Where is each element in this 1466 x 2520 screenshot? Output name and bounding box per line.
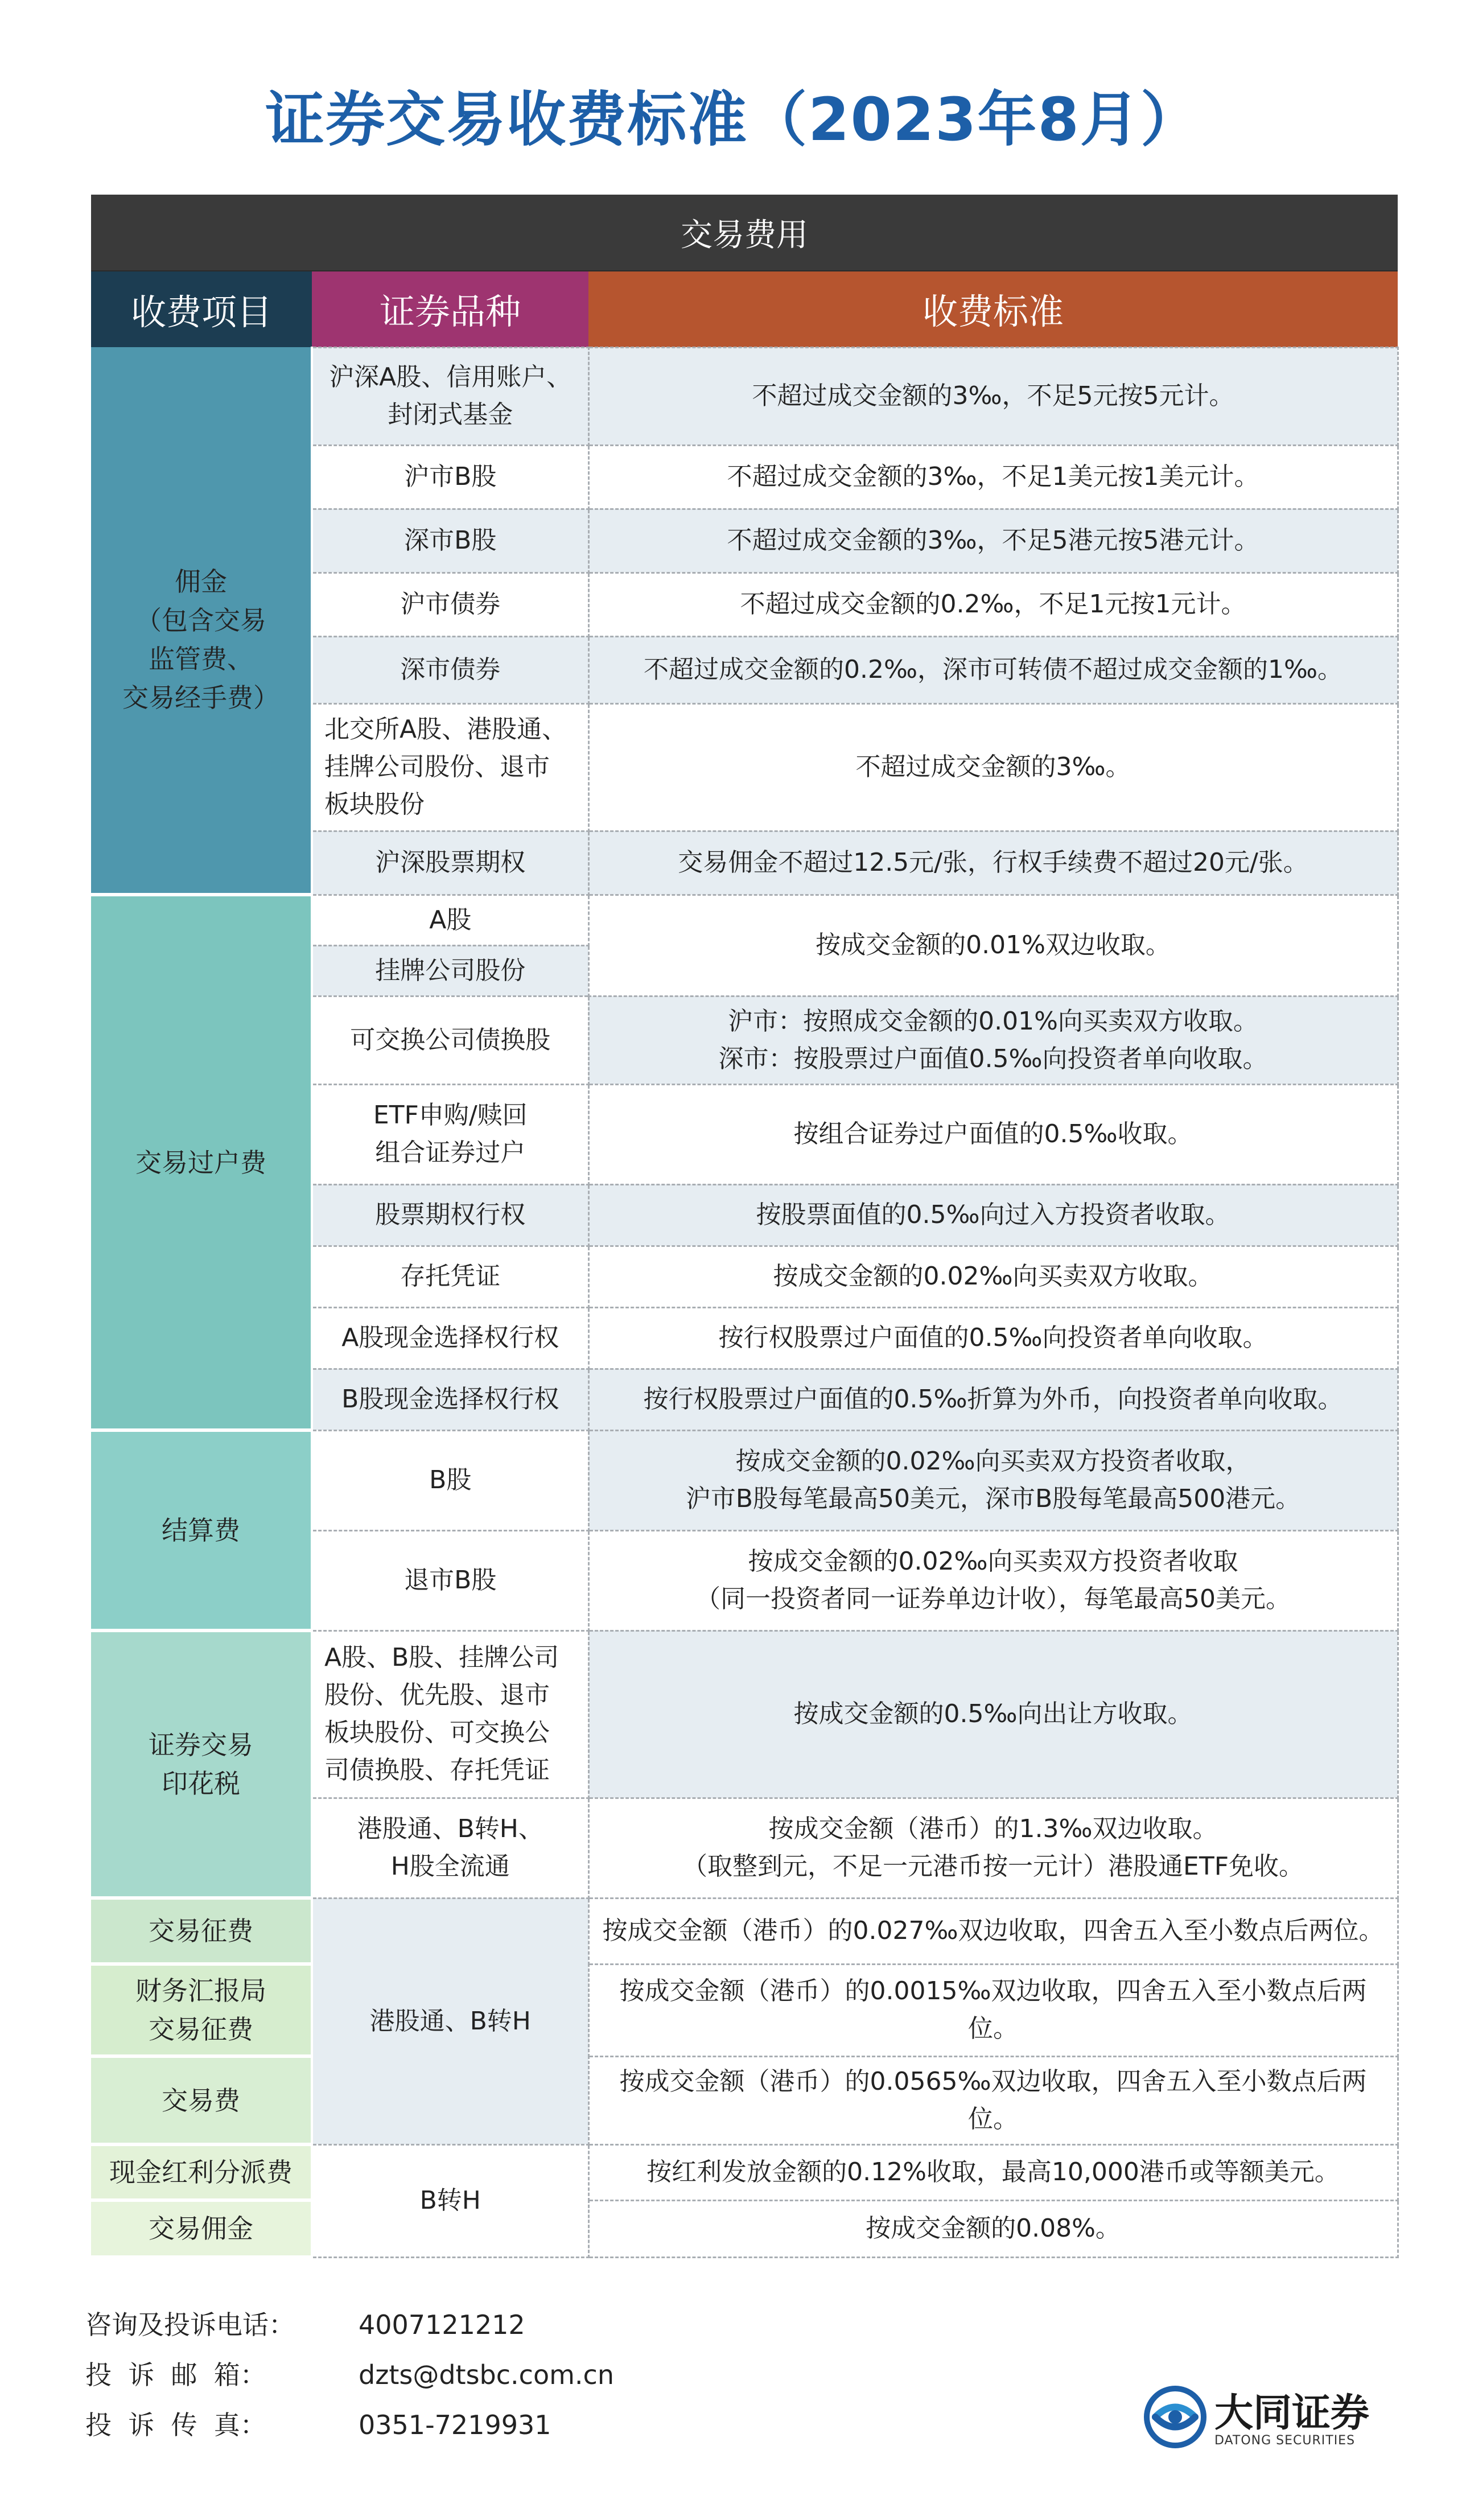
table-row-security: A股、B股、挂牌公司 股份、优先股、退市 板块股份、可交换公 司债换股、存托凭证: [312, 1630, 588, 1798]
table-row-security: 沪深A股、信用账户、 封闭式基金: [312, 347, 588, 445]
category-stamp-duty: 证券交易 印花税: [91, 1630, 312, 1898]
table-row-security: 挂牌公司股份: [312, 945, 588, 996]
fee-table: [91, 195, 1399, 2259]
table-row-security: 可交换公司债换股: [312, 996, 588, 1084]
table-row-security: B股: [312, 1430, 588, 1530]
category-brokerage: 交易佣金: [91, 2200, 312, 2257]
table-row-security: 股票期权行权: [312, 1184, 588, 1246]
table-row-security: A股现金选择权行权: [312, 1307, 588, 1369]
table-row-security: 沪市B股: [312, 445, 588, 509]
table-row-standard: 不超过成交金额的0.2‰，不足1元按1元计。: [588, 573, 1398, 636]
table-row-security: 沪深股票期权: [312, 831, 588, 895]
table-row-security: 深市债券: [312, 636, 588, 703]
table-row-security: ETF申购/赎回 组合证券过户: [312, 1084, 588, 1184]
table-row-standard: 不超过成交金额的3‰，不足5元按5元计。: [588, 347, 1398, 445]
table-row-security: 港股通、B转H、 H股全流通: [312, 1798, 588, 1898]
footer-phone-label: 咨询及投诉电话：: [85, 2309, 295, 2340]
category-trading-fee: 交易费: [91, 2056, 312, 2144]
header-standard: 收费标准: [588, 271, 1398, 347]
table-row-security: 存托凭证: [312, 1246, 588, 1307]
table-row-standard: 按成交金额（港币）的0.027‰双边收取，四舍五入至小数点后两位。: [588, 1898, 1398, 1964]
footer-phone: [85, 2305, 525, 2345]
table-row-standard: 不超过成交金额的0.2‰，深市可转债不超过成交金额的1‰。: [588, 636, 1398, 703]
category-transfer: 交易过户费: [91, 895, 312, 1430]
category-commission-label: 佣金 （包含交易 监管费、 交易经手费）: [122, 566, 279, 713]
table-row-standard: 不超过成交金额的3‰，不足1美元按1美元计。: [588, 445, 1398, 509]
header-category: 收费项目: [91, 271, 312, 347]
table-row-security: 深市B股: [312, 509, 588, 573]
category-dividend-fee: 现金红利分派费: [91, 2144, 312, 2200]
table-row-standard: 按成交金额（港币）的1.3‰双边收取。 （取整到元，不足一元港币按一元计）港股通ETF免收。: [588, 1798, 1398, 1898]
logo-text-cn: 大同证券: [1214, 2391, 1370, 2436]
table-row-standard: 按成交金额的0.02‰向买卖双方投资者收取， 沪市B股每笔最高50美元，深市B股每笔最高500港元。: [588, 1430, 1398, 1530]
table-row-standard: 交易佣金不超过12.5元/张，行权手续费不超过20元/张。: [588, 831, 1398, 895]
table-row-standard: 按成交金额的0.01%双边收取。: [588, 895, 1398, 996]
table-row-standard: 按股票面值的0.5‰向过入方投资者收取。: [588, 1184, 1398, 1246]
footer-fax-label: 投 诉 传 真：: [85, 2410, 266, 2440]
table-row-security: 北交所A股、港股通、 挂牌公司股份、退市 板块股份: [312, 703, 588, 831]
header-security: 证券品种: [312, 271, 588, 347]
table-row-standard: 不超过成交金额的3‰，不足5港元按5港元计。: [588, 509, 1398, 573]
table-row-standard: 按成交金额（港币）的0.0015‰双边收取，四舍五入至小数点后两位。: [588, 1964, 1398, 2056]
page-title: 证券交易收费标准（2023年8月）: [265, 85, 1201, 154]
table-row-security: B股现金选择权行权: [312, 1369, 588, 1430]
footer-email-value: dzts@dtsbc.com.cn: [359, 2360, 614, 2390]
logo-text-en: DATONG SECURITIES: [1214, 2433, 1356, 2448]
table-banner: 交易费用: [91, 195, 1398, 271]
category-trading-levy: 交易征费: [91, 1898, 312, 1964]
category-frc-levy: 财务汇报局 交易征费: [91, 1964, 312, 2056]
category-settlement: 结算费: [91, 1430, 312, 1630]
table-row-standard: 按红利发放金额的0.12%收取，最高10,000港币或等额美元。: [588, 2144, 1398, 2200]
footer-fax: [85, 2405, 551, 2445]
footer-email-label: 投 诉 邮 箱：: [85, 2360, 266, 2390]
table-row-standard: 按成交金额的0.5‰向出让方收取。: [588, 1630, 1398, 1798]
table-row-standard: 按成交金额的0.08%。: [588, 2200, 1398, 2257]
table-row-security: 退市B股: [312, 1530, 588, 1630]
table-row-standard: 按成交金额（港币）的0.0565‰双边收取，四舍五入至小数点后两位。: [588, 2056, 1398, 2144]
table-row-standard: 不超过成交金额的3‰。: [588, 703, 1398, 831]
table-row-standard: 按行权股票过户面值的0.5‰折算为外币，向投资者单向收取。: [588, 1369, 1398, 1430]
datong-logo-icon: [1144, 2386, 1206, 2448]
table-row-security: 港股通、B转H: [312, 1898, 588, 2144]
table-row-security: B转H: [312, 2144, 588, 2257]
table-row-security: A股: [312, 895, 588, 945]
category-commission: [91, 347, 312, 895]
table-row-security: 沪市债券: [312, 573, 588, 636]
table-row-standard: 按组合证券过户面值的0.5‰收取。: [588, 1084, 1398, 1184]
table-row-standard: 沪市：按照成交金额的0.01%向买卖双方收取。 深市：按股票过户面值0.5‰向投资者单向收取。: [588, 996, 1398, 1084]
footer-email: [85, 2355, 614, 2395]
footer-phone-value: 4007121212: [359, 2309, 525, 2340]
table-row-standard: 按成交金额的0.02‰向买卖双方收取。: [588, 1246, 1398, 1307]
company-logo: [1144, 2379, 1383, 2464]
table-row-standard: 按成交金额的0.02‰向买卖双方投资者收取 （同一投资者同一证券单边计收），每笔最高50美元。: [588, 1530, 1398, 1630]
table-row-standard: 按行权股票过户面值的0.5‰向投资者单向收取。: [588, 1307, 1398, 1369]
footer-fax-value: 0351-7219931: [359, 2410, 551, 2440]
